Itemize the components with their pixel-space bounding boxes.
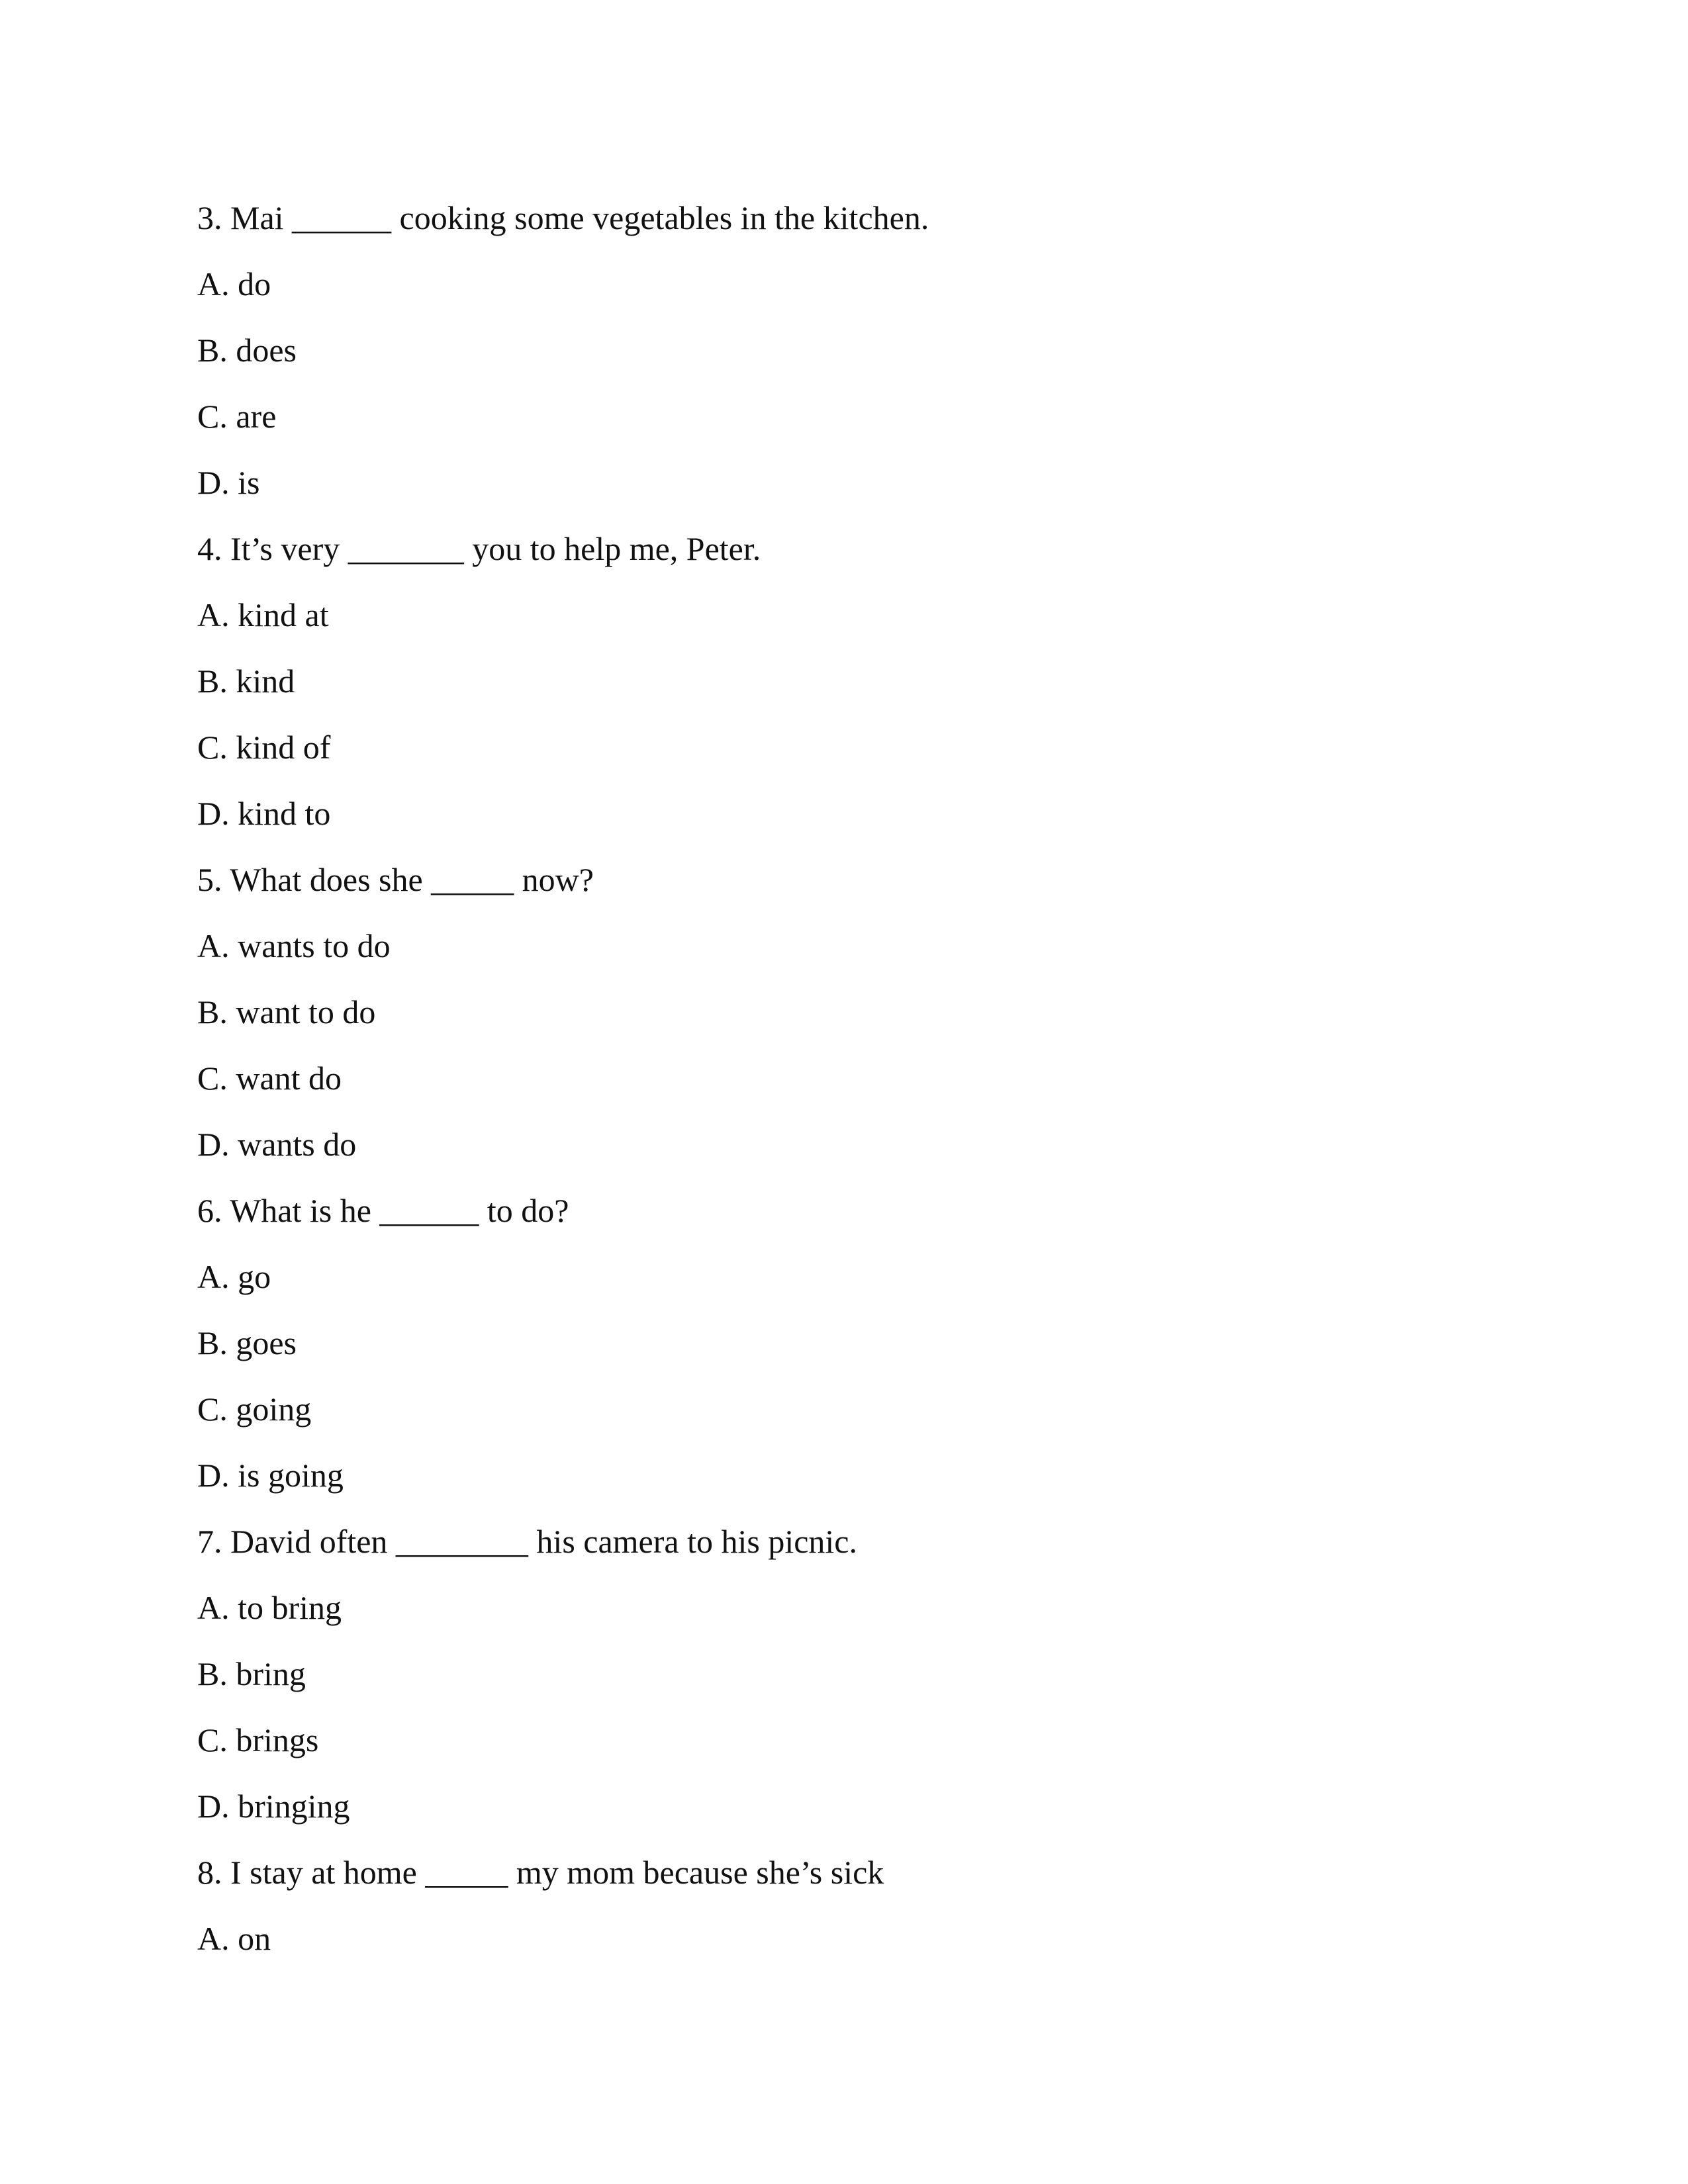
option-5a: A. wants to do xyxy=(197,927,391,964)
option-3b: B. does xyxy=(197,332,297,369)
option-6a: A. go xyxy=(197,1258,271,1295)
question-4: 4. It’s very _______ you to help me, Peter. xyxy=(197,530,761,567)
option-6b: B. goes xyxy=(197,1324,297,1361)
option-3c: C. are xyxy=(197,398,277,435)
option-5d: D. wants do xyxy=(197,1126,357,1163)
option-5b: B. want to do xyxy=(197,993,376,1030)
option-5c: C. want do xyxy=(197,1060,342,1097)
option-6c: C. going xyxy=(197,1390,312,1428)
option-7a: A. to bring xyxy=(197,1589,342,1626)
question-5: 5. What does she _____ now? xyxy=(197,861,594,898)
option-3d: D. is xyxy=(197,464,260,501)
question-7: 7. David often ________ his camera to his picnic. xyxy=(197,1523,857,1560)
option-4a: A. kind at xyxy=(197,596,329,633)
option-6d: D. is going xyxy=(197,1457,344,1494)
question-list xyxy=(197,193,1521,1980)
option-4b: B. kind xyxy=(197,662,295,700)
option-8a: A. on xyxy=(197,1920,271,1957)
option-7d: D. bringing xyxy=(197,1788,350,1825)
question-6: 6. What is he ______ to do? xyxy=(197,1192,569,1229)
question-3: 3. Mai ______ cooking some vegetables in the kitchen. xyxy=(197,199,929,236)
option-4d: D. kind to xyxy=(197,795,331,832)
option-7c: C. brings xyxy=(197,1721,319,1758)
option-7b: B. bring xyxy=(197,1655,306,1692)
question-8: 8. I stay at home _____ my mom because she’s sick xyxy=(197,1854,884,1891)
option-4c: C. kind of xyxy=(197,729,331,766)
option-3a: A. do xyxy=(197,265,271,302)
